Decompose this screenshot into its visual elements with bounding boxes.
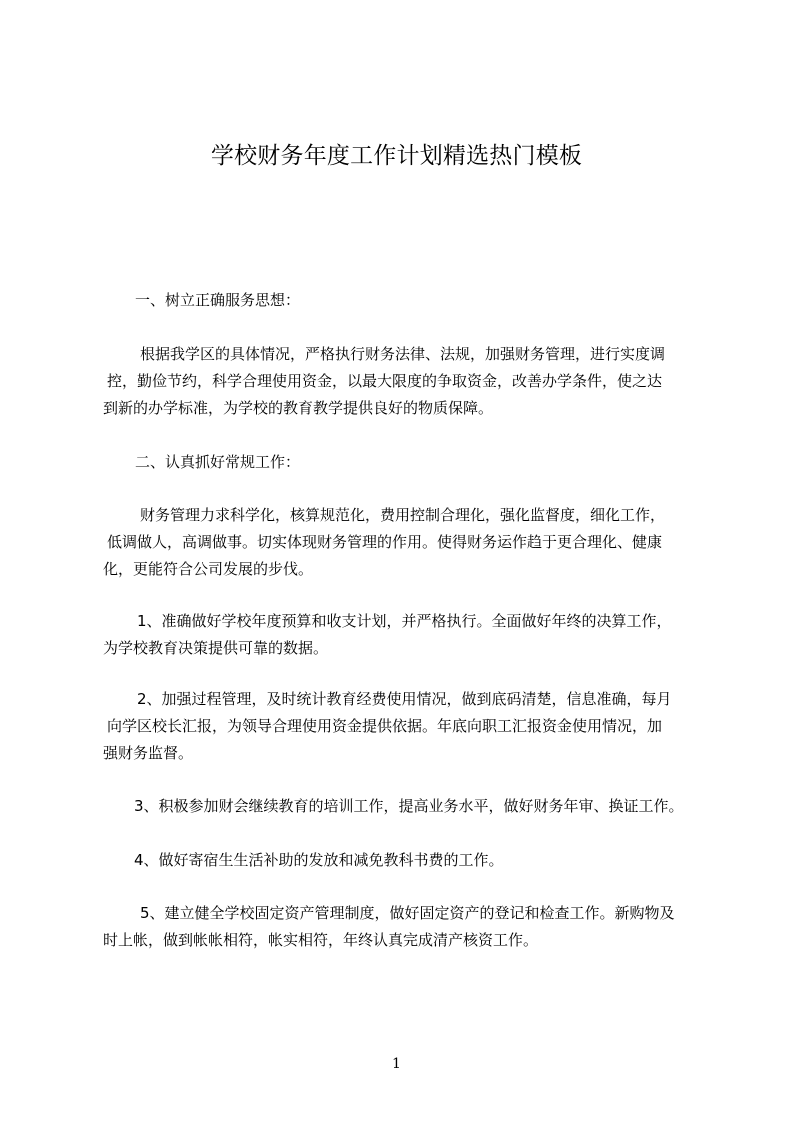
paragraph-line: 财务管理力求科学化，核算规范化，费用控制合理化，强化监督度，细化工作， xyxy=(140,506,666,524)
paragraph-line: 低调做人，高调做事。切实体现财务管理的作用。使得财务运作趋于更合理化、健康 xyxy=(107,533,663,551)
document-title: 学校财务年度工作计划精选热门模板 xyxy=(210,143,583,169)
paragraph-line: 到新的办学标准，为学校的教育教学提供良好的物质保障。 xyxy=(103,399,494,417)
paragraph-line: 根据我学区的具体情况，严格执行财务法律、法规，加强财务管理，进行实度调 xyxy=(140,345,666,363)
list-item-5-line: 5、建立健全学校固定资产管理制度，做好固定资产的登记和检查工作。新购物及 xyxy=(140,904,675,922)
list-item-2-line: 向学区校长汇报，为领导合理使用资金提供依据。年底向职工汇报资金使用情况，加 xyxy=(107,717,663,735)
list-item-1-line: 1、准确做好学校年度预算和收支计划，并严格执行。全面做好年终的决算工作， xyxy=(137,612,672,630)
list-item-3-line: 3、积极参加财会继续教育的培训工作，提高业务水平，做好财务年审、换证工作。 xyxy=(134,797,684,815)
paragraph-line: 化，更能符合公司发展的步伐。 xyxy=(103,560,314,578)
list-item-4-line: 4、做好寄宿生生活补助的发放和减免教科书费的工作。 xyxy=(134,851,504,869)
page-number: 1 xyxy=(392,1056,401,1072)
section-heading-2: 二、认真抓好常规工作： xyxy=(135,453,301,471)
list-item-5-line: 时上帐，做到帐帐相符，帐实相符，年终认真完成清产核资工作。 xyxy=(103,931,539,949)
list-item-2-line: 2、加强过程管理，及时统计教育经费使用情况，做到底码清楚，信息准确，每月 xyxy=(137,690,672,708)
section-heading-1: 一、树立正确服务思想： xyxy=(135,291,301,309)
list-item-2-line: 强财务监督。 xyxy=(103,744,194,762)
list-item-1-line: 为学校教育决策提供可靠的数据。 xyxy=(103,639,329,657)
paragraph-line: 控，勤俭节约，科学合理使用资金，以最大限度的争取资金，改善办学条件，使之达 xyxy=(107,372,663,390)
